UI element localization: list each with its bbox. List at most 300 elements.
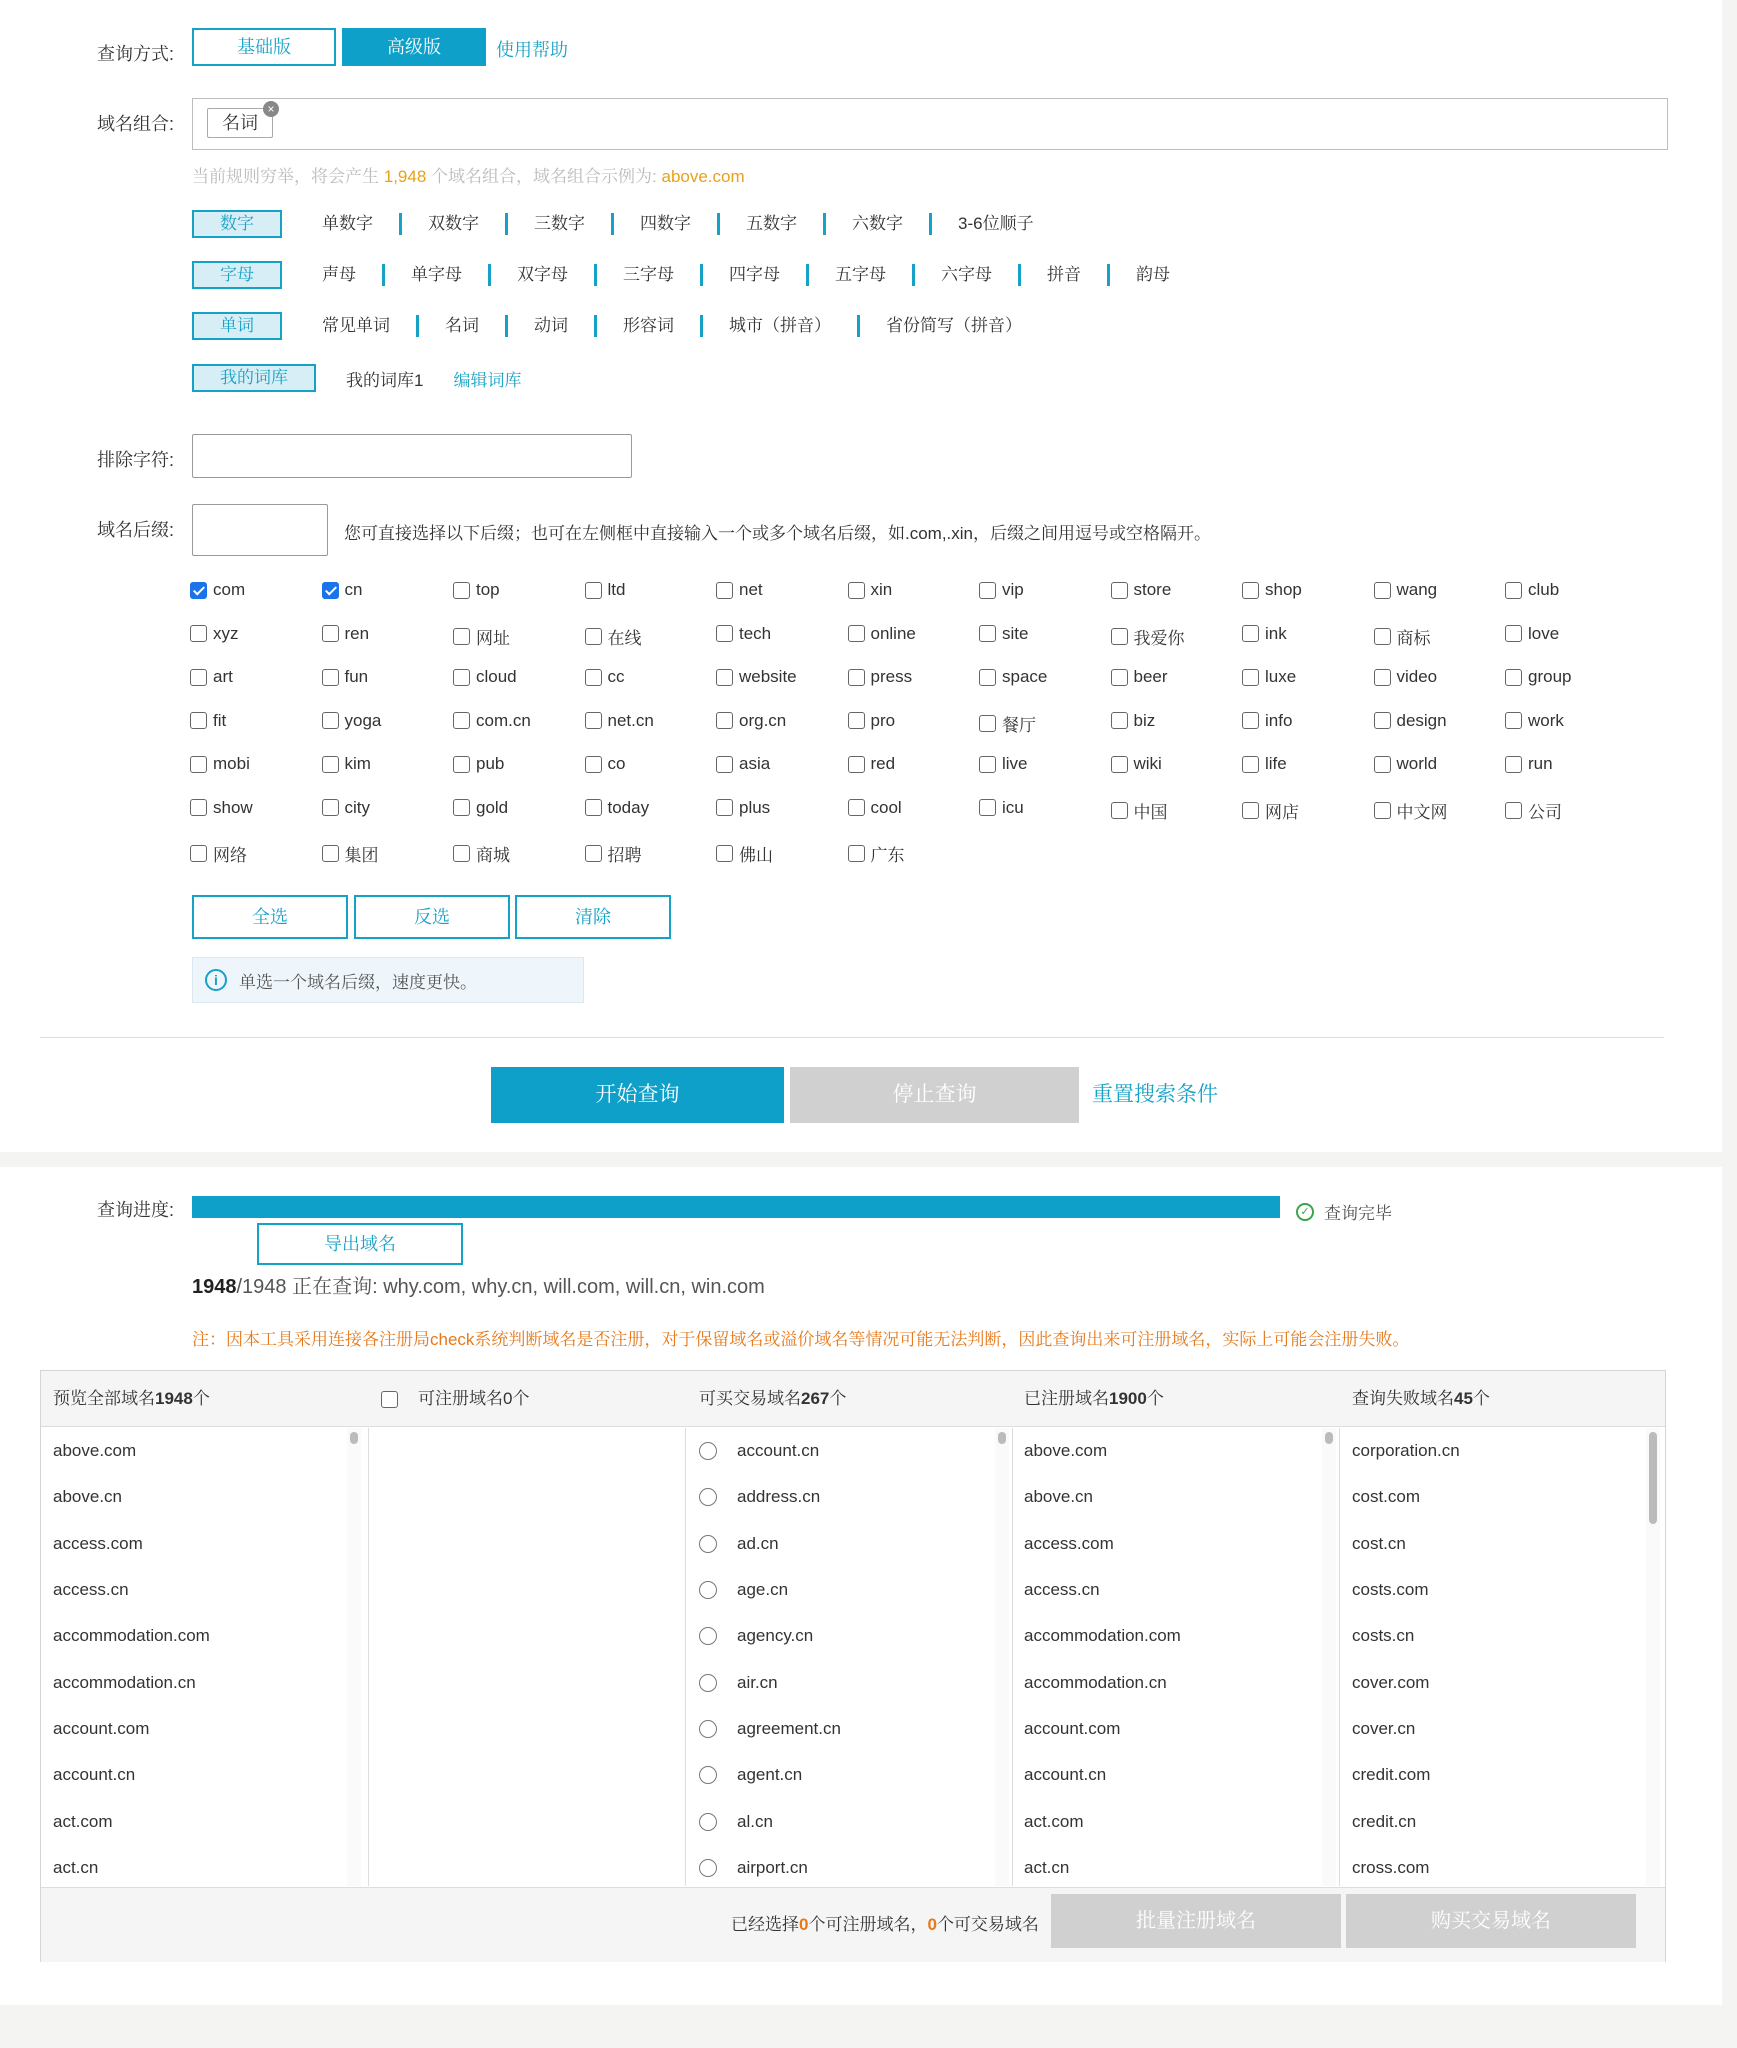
list-item	[1352, 1474, 1642, 1520]
suffix-option[interactable]	[585, 580, 626, 600]
suffix-checkbox[interactable]	[1374, 582, 1391, 599]
list-item[interactable]	[699, 1567, 999, 1613]
list-item	[53, 1798, 353, 1844]
suffix-checkbox[interactable]	[848, 582, 865, 599]
suffix-checkbox[interactable]	[1111, 669, 1128, 686]
suffix-label: beer	[1133, 667, 1168, 686]
suffix-label: pub	[476, 754, 505, 773]
suffix-input[interactable]	[192, 504, 328, 556]
suffix-label: tech	[739, 623, 772, 643]
suffix-option[interactable]	[1505, 580, 1559, 600]
suffix-option[interactable]	[716, 798, 770, 818]
list-item[interactable]	[699, 1845, 999, 1886]
suffix-checkbox[interactable]	[848, 845, 865, 862]
suffix-checkbox[interactable]	[453, 628, 470, 645]
list-item	[1352, 1659, 1642, 1705]
suffix-option[interactable]	[979, 754, 1028, 774]
suffix-checkbox[interactable]	[1242, 712, 1259, 729]
suffix-checkbox[interactable]	[716, 845, 733, 862]
suffix-option[interactable]	[453, 754, 504, 774]
suffix-option[interactable]	[1374, 624, 1431, 649]
suffix-checkbox[interactable]	[1111, 582, 1128, 599]
suffix-option[interactable]	[1242, 798, 1299, 823]
buy-trade-button[interactable]: 购买交易域名	[1346, 1894, 1636, 1948]
suffix-option[interactable]	[848, 711, 896, 731]
list-item	[1024, 1659, 1324, 1705]
list-item[interactable]	[699, 1659, 999, 1705]
suffix-option[interactable]	[716, 711, 786, 731]
suffix-label: vip	[1002, 580, 1024, 599]
category-item[interactable]: 四数字	[611, 213, 717, 235]
list-item	[1352, 1428, 1642, 1474]
domain-name: above.com	[53, 1441, 137, 1461]
radio-button[interactable]	[699, 1674, 717, 1692]
suffix-label: xin	[870, 580, 893, 599]
list-item[interactable]	[699, 1428, 999, 1474]
suffix-option[interactable]	[190, 841, 247, 866]
radio-button[interactable]	[699, 1581, 717, 1599]
suffix-checkbox[interactable]	[1374, 712, 1391, 729]
suffix-checkbox[interactable]	[1374, 628, 1391, 645]
category-item[interactable]: 名词	[416, 315, 505, 337]
category-item[interactable]: 三字母	[594, 264, 700, 286]
suffix-option[interactable]	[322, 754, 371, 774]
suffix-option[interactable]	[190, 798, 253, 818]
suffix-checkbox[interactable]	[322, 582, 339, 599]
category-item[interactable]: 常见单词	[322, 316, 390, 335]
category-item[interactable]: 五数字	[717, 213, 823, 235]
suffix-option[interactable]	[585, 667, 625, 687]
suffix-checkbox[interactable]	[716, 669, 733, 686]
suffix-option[interactable]	[1505, 798, 1562, 823]
suffix-option[interactable]	[322, 624, 370, 644]
suffix-option[interactable]	[1242, 667, 1296, 687]
list-item[interactable]	[699, 1798, 999, 1844]
suffix-option[interactable]	[453, 580, 500, 600]
suffix-option[interactable]	[1374, 667, 1438, 687]
suffix-checkbox[interactable]	[322, 756, 339, 773]
suffix-label: fun	[344, 667, 369, 686]
suffix-checkbox[interactable]	[190, 669, 207, 686]
suffix-option[interactable]	[1505, 754, 1553, 774]
suffix-checkbox[interactable]	[585, 669, 602, 686]
list-item	[53, 1428, 353, 1474]
category-item[interactable]: 五字母	[806, 264, 912, 286]
suffix-checkbox[interactable]	[979, 582, 996, 599]
category-item[interactable]: 形容词	[594, 315, 700, 337]
category-button[interactable]: 数字	[192, 210, 282, 238]
suffix-label: wiki	[1133, 754, 1162, 773]
suffix-label: luxe	[1265, 667, 1297, 686]
suffix-option[interactable]	[585, 754, 626, 774]
suffix-label: gold	[476, 797, 509, 817]
radio-button[interactable]	[699, 1859, 717, 1877]
suffix-checkbox[interactable]	[716, 756, 733, 773]
suffix-option[interactable]	[190, 580, 245, 600]
suffix-checkbox[interactable]	[190, 756, 207, 773]
suffix-checkbox[interactable]	[979, 625, 996, 642]
list-item	[1352, 1706, 1642, 1752]
suffix-checkbox[interactable]	[1505, 712, 1522, 729]
edit-lib-link[interactable]: 编辑词库	[453, 370, 522, 390]
suffix-checkbox[interactable]	[1505, 625, 1522, 642]
list-item	[1024, 1845, 1324, 1886]
suffix-option[interactable]	[1111, 711, 1156, 731]
suffix-checkbox[interactable]	[1242, 582, 1259, 599]
suffix-checkbox[interactable]	[1111, 756, 1128, 773]
suffix-option[interactable]	[1374, 580, 1438, 600]
suffix-label: ren	[344, 623, 370, 643]
suffix-checkbox[interactable]	[716, 582, 733, 599]
suffix-checkbox[interactable]	[1505, 802, 1522, 819]
suffix-checkbox[interactable]	[453, 669, 470, 686]
suffix-checkbox[interactable]	[1505, 669, 1522, 686]
domain-name: account.cn	[737, 1441, 820, 1461]
suffix-checkbox[interactable]	[1242, 756, 1259, 773]
progress-total: /1948 正在查询:	[236, 1276, 378, 1298]
suffix-checkbox[interactable]	[1374, 669, 1391, 686]
reset-link[interactable]: 重置搜索条件	[1092, 1083, 1218, 1106]
suffix-notice	[192, 957, 584, 1003]
list-item	[53, 1474, 353, 1520]
list-item[interactable]	[699, 1752, 999, 1798]
category-item[interactable]: 声母	[322, 265, 356, 284]
domain-name: access.com	[53, 1533, 143, 1553]
combo-tag[interactable]	[207, 102, 275, 138]
domain-name: above.cn	[53, 1487, 122, 1507]
suffix-label: 在线	[607, 628, 642, 648]
domain-name: costs.cn	[1352, 1626, 1415, 1646]
category-item[interactable]: 六数字	[823, 213, 929, 235]
suffix-option[interactable]	[1242, 711, 1292, 731]
mylib-button[interactable]: 我的词库	[192, 364, 316, 392]
suffix-label: ltd	[607, 580, 626, 599]
select-all-button[interactable]: 全选	[192, 895, 348, 939]
suffix-checkbox[interactable]	[979, 756, 996, 773]
suffix-option[interactable]	[585, 624, 642, 649]
suffix-checkbox[interactable]	[322, 799, 339, 816]
suffix-option[interactable]	[1242, 624, 1287, 644]
suffix-option[interactable]	[453, 798, 508, 818]
suffix-checkbox[interactable]	[585, 712, 602, 729]
category-item[interactable]: 双数字	[399, 213, 505, 235]
suffix-checkbox[interactable]	[322, 845, 339, 862]
domain-name: access.com	[1024, 1533, 1114, 1553]
suffix-option[interactable]	[1111, 754, 1162, 774]
suffix-option[interactable]	[585, 798, 650, 818]
suffix-option[interactable]	[453, 624, 510, 649]
suffix-option[interactable]	[1374, 798, 1448, 823]
suffix-checkbox[interactable]	[979, 669, 996, 686]
suffix-checkbox[interactable]	[1242, 669, 1259, 686]
suffix-checkbox[interactable]	[848, 669, 865, 686]
clear-button[interactable]: 清除	[515, 895, 671, 939]
suffix-label: cc	[607, 667, 625, 686]
suffix-label: info	[1265, 710, 1293, 730]
suffix-checkbox[interactable]	[1242, 625, 1259, 642]
suffix-label: today	[607, 797, 650, 817]
status-text: 查询完毕	[1324, 1204, 1392, 1223]
suffix-option[interactable]	[979, 711, 1036, 736]
suffix-label: website	[739, 667, 797, 686]
list-registrable	[381, 1428, 681, 1886]
suffix-checkbox[interactable]	[190, 582, 207, 599]
domain-name: address.cn	[737, 1487, 821, 1507]
list-item[interactable]	[699, 1613, 999, 1659]
results-header	[41, 1371, 1665, 1427]
suffix-checkbox[interactable]	[1111, 802, 1128, 819]
radio-button[interactable]	[699, 1535, 717, 1553]
list-item	[53, 1613, 353, 1659]
suffix-label: asia	[739, 754, 771, 773]
suffix-label: ink	[1265, 623, 1287, 643]
suffix-label: show	[213, 797, 253, 817]
radio-button[interactable]	[699, 1442, 717, 1460]
stop-query-button[interactable]: 停止查询	[790, 1067, 1079, 1123]
start-query-button[interactable]: 开始查询	[491, 1067, 784, 1123]
tab-basic[interactable]: 基础版	[192, 28, 336, 66]
list-item	[53, 1521, 353, 1567]
suffix-checkbox[interactable]	[716, 712, 733, 729]
radio-button[interactable]	[699, 1813, 717, 1831]
domain-name: accommodation.com	[53, 1626, 210, 1646]
suffix-option[interactable]	[190, 624, 239, 644]
suffix-option[interactable]	[848, 841, 905, 866]
suffix-checkbox[interactable]	[979, 799, 996, 816]
suffix-label: online	[870, 623, 916, 643]
suffix-checkbox[interactable]	[453, 756, 470, 773]
suffix-checkbox[interactable]	[453, 845, 470, 862]
suffix-option[interactable]	[453, 667, 517, 687]
category-item[interactable]: 四字母	[700, 264, 806, 286]
domain-name: account.com	[1024, 1718, 1121, 1738]
scrollbar[interactable]	[347, 1428, 361, 1886]
list-item	[1352, 1798, 1642, 1844]
scrollbar[interactable]	[1646, 1428, 1660, 1886]
list-item	[1352, 1521, 1642, 1567]
suffix-option[interactable]	[848, 624, 916, 644]
progress-status	[1296, 1199, 1392, 1224]
warning-note: 注：因本工具采用连接各注册局check系统判断域名是否注册，对于保留域名或溢价域名等情况可能无法判断，因此查询出来可注册域名，实际上可能会注册失败。	[192, 1330, 1410, 1349]
tab-advanced[interactable]: 高级版	[342, 28, 486, 66]
list-item	[1024, 1752, 1324, 1798]
suffix-label: com.cn	[476, 710, 531, 730]
divider	[40, 1037, 1664, 1038]
domain-name: al.cn	[737, 1811, 773, 1831]
suffix-label: live	[1002, 754, 1028, 773]
suffix-checkbox[interactable]	[716, 625, 733, 642]
batch-register-button[interactable]: 批量注册域名	[1051, 1894, 1341, 1948]
category-row-digits	[192, 209, 1060, 239]
suffix-option[interactable]	[322, 841, 379, 866]
suffix-checkbox[interactable]	[848, 756, 865, 773]
suffix-checkbox[interactable]	[1111, 628, 1128, 645]
suffix-label: video	[1396, 667, 1438, 686]
suffix-option[interactable]	[1111, 667, 1168, 687]
suffix-option[interactable]	[979, 580, 1024, 600]
suffix-checkbox[interactable]	[848, 799, 865, 816]
category-item[interactable]: 动词	[505, 315, 594, 337]
category-item[interactable]: 拼音	[1018, 264, 1107, 286]
category-item[interactable]: 单字母	[382, 264, 488, 286]
suffix-option[interactable]	[1505, 667, 1571, 687]
col-title-registrable: 可注册域名 0 个	[381, 1371, 529, 1427]
list-item[interactable]	[699, 1474, 999, 1520]
domain-name: accommodation.com	[1024, 1626, 1181, 1646]
exclude-label: 排除字符:	[96, 450, 174, 470]
suffix-option[interactable]	[848, 580, 893, 600]
list-item	[1024, 1567, 1324, 1613]
domain-name: agent.cn	[737, 1765, 803, 1785]
category-button[interactable]: 单词	[192, 312, 282, 340]
suffix-label: 我爱你	[1133, 628, 1185, 648]
domain-name: corporation.cn	[1352, 1441, 1460, 1461]
domain-name: credit.com	[1352, 1765, 1431, 1785]
suffix-option[interactable]	[322, 580, 363, 600]
suffix-option[interactable]	[848, 667, 913, 687]
suffix-option[interactable]	[190, 754, 250, 774]
suffix-checkbox[interactable]	[848, 712, 865, 729]
category-item[interactable]: 单数字	[322, 214, 373, 233]
suffix-checkbox[interactable]	[1111, 712, 1128, 729]
category-row-mylib	[192, 363, 521, 393]
category-item[interactable]: 城市（拼音）	[700, 315, 857, 337]
suffix-option[interactable]	[848, 754, 896, 774]
suffix-option[interactable]	[1242, 580, 1302, 600]
suffix-option[interactable]	[1374, 754, 1438, 774]
suffix-checkbox[interactable]	[979, 715, 996, 732]
suffix-label: 招聘	[607, 846, 642, 865]
suffix-option[interactable]	[1111, 624, 1185, 649]
suffix-checkbox[interactable]	[322, 625, 339, 642]
category-item[interactable]: 双字母	[488, 264, 594, 286]
suffix-option[interactable]	[1111, 580, 1172, 600]
suffix-option[interactable]	[716, 667, 797, 687]
suffix-checkbox[interactable]	[190, 625, 207, 642]
suffix-label: work	[1528, 710, 1564, 730]
select-all-registrable-checkbox[interactable]	[381, 1391, 398, 1408]
suffix-label: 集团	[344, 846, 379, 865]
suffix-checkbox[interactable]	[453, 712, 470, 729]
suffix-checkbox[interactable]	[585, 628, 602, 645]
suffix-label: 广东	[870, 846, 905, 865]
domain-name: agreement.cn	[737, 1718, 841, 1738]
suffix-option[interactable]	[322, 667, 369, 687]
suffix-checkbox[interactable]	[585, 756, 602, 773]
suffix-option[interactable]	[979, 667, 1047, 687]
list-item	[1352, 1613, 1642, 1659]
suffix-checkbox[interactable]	[1505, 756, 1522, 773]
list-item[interactable]	[699, 1706, 999, 1752]
suffix-option[interactable]	[848, 798, 902, 818]
suffix-label: love	[1528, 623, 1560, 643]
category-item[interactable]: 3-6位顺子	[929, 213, 1060, 235]
invert-button[interactable]: 反选	[354, 895, 510, 939]
suffix-option[interactable]	[453, 711, 531, 731]
category-item[interactable]: 韵母	[1107, 264, 1196, 286]
category-item[interactable]: 省份简写（拼音）	[857, 315, 1048, 337]
radio-button[interactable]	[699, 1488, 717, 1506]
help-link[interactable]: 使用帮助	[496, 40, 568, 60]
suffix-label: 网络	[213, 846, 247, 865]
category-row-words	[192, 311, 1048, 341]
divider	[685, 1428, 686, 1886]
suffix-option[interactable]	[716, 580, 763, 600]
suffix-label: art	[213, 667, 233, 686]
suffix-checkbox[interactable]	[322, 712, 339, 729]
suffix-option[interactable]	[190, 667, 233, 687]
suffix-checkbox[interactable]	[322, 669, 339, 686]
radio-button[interactable]	[699, 1627, 717, 1645]
suffix-checkbox[interactable]	[1374, 802, 1391, 819]
suffix-option[interactable]	[1505, 624, 1559, 644]
suffix-option[interactable]	[1505, 711, 1564, 731]
mylib-item[interactable]: 我的词库1	[346, 370, 424, 390]
domain-name: account.cn	[53, 1765, 136, 1785]
suffix-option[interactable]	[322, 711, 382, 731]
suffix-checkbox[interactable]	[848, 625, 865, 642]
suffix-option[interactable]	[190, 711, 226, 731]
suffix-option[interactable]	[716, 841, 773, 866]
suffix-checkbox[interactable]	[1242, 802, 1259, 819]
scrollbar[interactable]	[1322, 1428, 1336, 1886]
category-item[interactable]: 三数字	[505, 213, 611, 235]
domain-name: age.cn	[737, 1580, 789, 1600]
category-item[interactable]: 六字母	[912, 264, 1018, 286]
suffix-checkbox[interactable]	[453, 799, 470, 816]
suffix-option[interactable]	[453, 841, 510, 866]
suffix-option[interactable]	[585, 711, 654, 731]
suffix-checkbox[interactable]	[1505, 582, 1522, 599]
suffix-option[interactable]	[716, 624, 771, 644]
scrollbar[interactable]	[995, 1428, 1009, 1886]
suffix-checkbox[interactable]	[190, 799, 207, 816]
suffix-checkbox[interactable]	[585, 799, 602, 816]
exclude-input[interactable]	[192, 434, 632, 478]
suffix-option[interactable]	[979, 624, 1028, 644]
suffix-checkbox[interactable]	[190, 712, 207, 729]
suffix-option[interactable]	[1374, 711, 1447, 731]
suffix-checkbox[interactable]	[190, 845, 207, 862]
suffix-checkbox[interactable]	[716, 799, 733, 816]
category-button[interactable]: 字母	[192, 261, 282, 289]
suffix-option[interactable]	[979, 798, 1024, 818]
divider	[1339, 1428, 1340, 1886]
check-icon: ✓	[1296, 1203, 1314, 1221]
suffix-label: icu	[1002, 797, 1024, 817]
export-button[interactable]: 导出域名	[257, 1223, 463, 1265]
suffix-label: space	[1002, 667, 1048, 686]
suffix-checkbox[interactable]	[585, 845, 602, 862]
suffix-label: plus	[739, 797, 771, 817]
suffix-option[interactable]	[1111, 798, 1168, 823]
radio-button[interactable]	[699, 1720, 717, 1738]
suffix-option[interactable]	[585, 841, 642, 866]
suffix-checkbox[interactable]	[1374, 756, 1391, 773]
suffix-label: wang	[1396, 580, 1438, 599]
suffix-option[interactable]	[1242, 754, 1287, 774]
suffix-option[interactable]	[716, 754, 770, 774]
suffix-checkbox[interactable]	[453, 582, 470, 599]
close-icon[interactable]: ×	[263, 101, 279, 117]
list-item[interactable]	[699, 1521, 999, 1567]
radio-button[interactable]	[699, 1766, 717, 1784]
suffix-option[interactable]	[322, 798, 371, 818]
combo-input[interactable]	[192, 98, 1668, 150]
domain-name: accommodation.cn	[53, 1672, 196, 1692]
suffix-checkbox[interactable]	[585, 582, 602, 599]
suffix-label: kim	[344, 754, 371, 773]
